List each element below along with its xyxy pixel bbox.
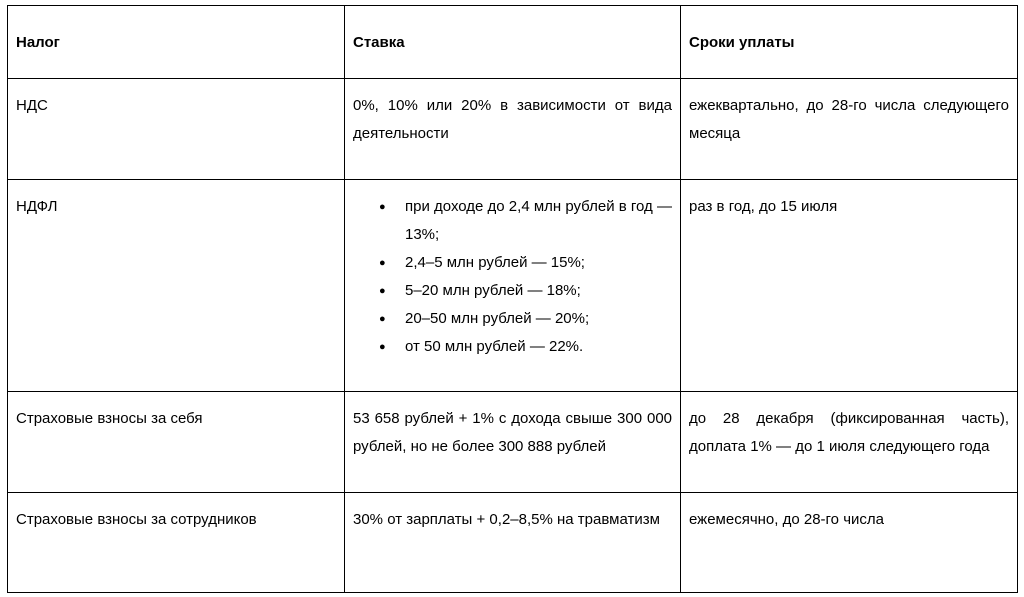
list-item — [379, 193, 672, 249]
rate-item-text: от 50 млн рублей — 22%. — [405, 338, 584, 355]
header-deadline-label: Сроки уплаты — [689, 34, 795, 51]
deadline-cell — [681, 392, 1018, 493]
rate-cell — [345, 79, 681, 180]
deadline-text: ежеквартально, до 28-го числа следующего месяца — [689, 97, 1009, 142]
header-tax-label: Налог — [16, 34, 60, 51]
bullet-icon: ● — [379, 341, 386, 353]
header-deadline — [681, 6, 1018, 79]
bullet-icon: ● — [379, 285, 386, 297]
rate-cell — [345, 392, 681, 493]
header-rate — [345, 6, 681, 79]
table-row — [8, 79, 1018, 180]
deadline-cell — [681, 180, 1018, 392]
table-header-row — [8, 6, 1018, 79]
tax-name: НДС — [16, 97, 48, 114]
tax-cell — [8, 180, 345, 392]
rate-text: 53 658 рублей + 1% с дохода свыше 300 000 рублей, но не более 300 888 рублей — [353, 410, 672, 455]
tax-cell — [8, 392, 345, 493]
rate-text: 30% от зарплаты + 0,2–8,5% на травматизм — [353, 511, 660, 528]
rate-item-text: при доходе до 2,4 млн рублей в год — 13%; — [405, 198, 672, 243]
rate-cell — [345, 493, 681, 593]
tax-cell — [8, 493, 345, 593]
deadline-text: раз в год, до 15 июля — [689, 198, 838, 215]
tax-name: Страховые взносы за сотрудников — [16, 511, 257, 528]
tax-cell — [8, 79, 345, 180]
rate-cell — [345, 180, 681, 392]
header-rate-label: Ставка — [353, 34, 405, 51]
deadline-text: ежемесячно, до 28-го числа — [689, 511, 884, 528]
list-item — [379, 333, 672, 361]
deadline-text: до 28 декабря (фиксированная часть), доплата 1% — до 1 июля следующего года — [689, 410, 1009, 455]
tax-name: Страховые взносы за себя — [16, 410, 203, 427]
list-item — [379, 277, 672, 305]
tax-table — [7, 5, 1018, 593]
deadline-cell — [681, 493, 1018, 593]
bullet-icon: ● — [379, 201, 386, 213]
table-row — [8, 392, 1018, 493]
tax-name: НДФЛ — [16, 198, 58, 215]
rate-item-text: 2,4–5 млн рублей — 15%; — [405, 254, 585, 271]
bullet-icon: ● — [379, 313, 386, 325]
table-row — [8, 493, 1018, 593]
table-row — [8, 180, 1018, 392]
rate-list — [353, 193, 672, 361]
list-item — [379, 249, 672, 277]
header-tax — [8, 6, 345, 79]
deadline-cell — [681, 79, 1018, 180]
bullet-icon: ● — [379, 257, 386, 269]
rate-item-text: 5–20 млн рублей — 18%; — [405, 282, 581, 299]
list-item — [379, 305, 672, 333]
rate-text: 0%, 10% или 20% в зависимости от вида деятельности — [353, 97, 672, 142]
rate-item-text: 20–50 млн рублей — 20%; — [405, 310, 590, 327]
